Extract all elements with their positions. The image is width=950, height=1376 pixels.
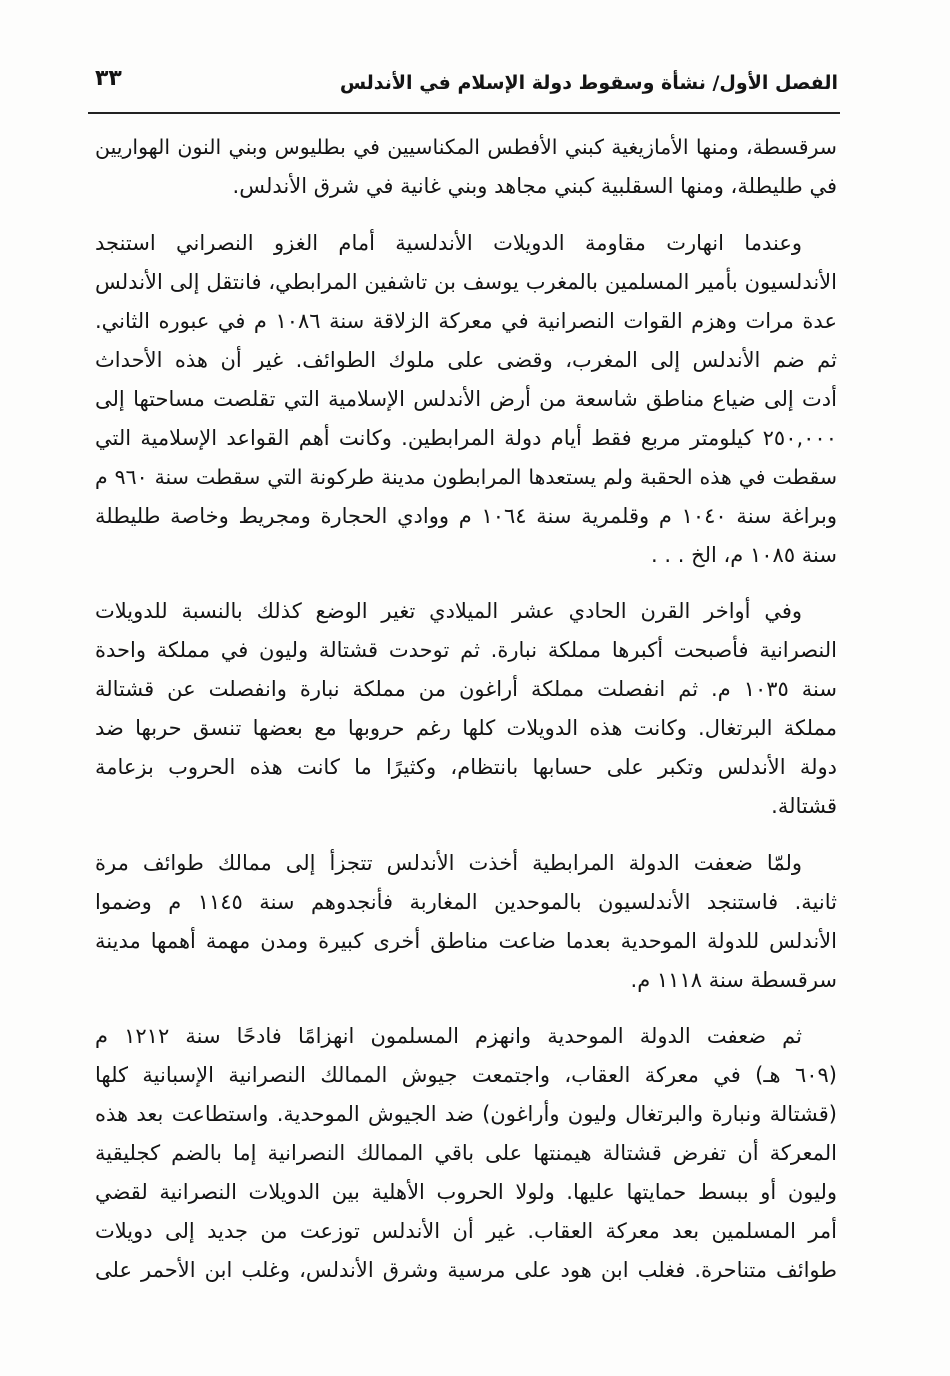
text-line: ولمّا ضعفت الدولة المرابطية أخذت الأندلس تتجزأ إلى ممالك طوائف مرة — [95, 850, 802, 875]
text-line: قشتالة. — [771, 794, 837, 818]
text-line: المعركة أن تفرض قشتالة هيمنتها على باقي الممالك النصرانية إما بالضم كجليقية — [95, 1141, 837, 1165]
text-line: (٦٠٩ هـ) في معركة العقاب، واجتمعت جيوش الممالك النصرانية الإسبانية كلها — [95, 1063, 837, 1087]
text-line: ثم ضعفت الدولة الموحدية وانهزم المسلمون انهزامًا فادحًا سنة ١٢١٢ م — [95, 1024, 802, 1048]
paragraph-2 — [95, 224, 837, 575]
text-line: الأندلس للدولة الموحدية بعدما ضاعت مناطق أخرى كبيرة ومدن مهمة أهمها مدينة — [95, 928, 837, 953]
page-number: ٣٣ — [95, 66, 122, 91]
text-line: (قشتالة ونبارة والبرتغال وليون وأراغون) ضد الجيوش الموحدية. واستطاعت بعد هذه — [95, 1102, 837, 1126]
text-line: ثم ضم الأندلس إلى المغرب، وقضى على ملوك الطوائف. غير أن هذه الأحداث — [95, 347, 837, 372]
text-line: أدت إلى ضياع مناطق شاسعة من أرض الأندلس الإسلامية التي تقلصت مساحتها إلى — [95, 386, 837, 411]
text-line: سنة ١٠٣٥ م. ثم انفصلت مملكة أراغون من مملكة نبارة وانفصلت عن قشتالة — [95, 677, 837, 701]
text-line: النصرانية فأصبحت أكبرها مملكة نبارة. ثم توحدت قشتالة وليون في مملكة واحدة — [95, 638, 837, 662]
paragraph-5 — [95, 1017, 837, 1290]
paragraph-1 — [95, 128, 837, 206]
text-line: وفي أواخر القرن الحادي عشر الميلادي تغير الوضع كذلك بالنسبة للدويلات — [95, 599, 802, 623]
body-text — [95, 128, 837, 1308]
text-line: عدة مرات وهزم القوات النصرانية في معركة الزلاقة سنة ١٠٨٦ م في عبوره الثاني. — [95, 308, 837, 333]
text-line: سنة ١٠٨٥ م، الخ . . . — [651, 542, 837, 567]
text-line: وعندما انهارت مقاومة الدويلات الأندلسية أمام الغزو النصراني استنجد — [95, 230, 802, 255]
text-line: وليون أو ببسط حمايتها عليها. ولولا الحروب الأهلية بين الدويلات النصرانية لقضي — [95, 1180, 837, 1204]
text-line: أمر المسلمين بعد معركة العقاب. غير أن الأندلس توزعت من جديد إلى دويلات — [95, 1219, 837, 1243]
text-line: طوائف متناحرة. فغلب ابن هود على مرسية وشرق الأندلس، وغلب ابن الأحمر على — [95, 1258, 837, 1282]
text-line: الأندلسيون بأمير المسلمين بالمغرب يوسف بن تاشفين المرابطي، فانتقل إلى الأندلس — [95, 269, 837, 294]
text-line: وبراغة سنة ١٠٤٠ م وقلمرية سنة ١٠٦٤ م ووادي الحجارة ومجريط وخاصة طليطلة — [95, 503, 837, 528]
header-rule — [88, 112, 840, 114]
paragraph-3 — [95, 592, 837, 826]
text-line: دولة الأندلس وتكبر على حسابها بانتظام، وكثيرًا ما كانت هذه الحروب بزعامة — [95, 755, 837, 779]
text-line: ٢٥٠,٠٠٠ كيلومتر مربع فقط أيام دولة المرابطين. وكانت أهم القواعد الإسلامية التي — [95, 425, 837, 450]
text-line: سرقسطة، ومنها الأمازيغية كبني الأفطس المكناسيين في بطليوس وبني النون الهواريين — [95, 135, 837, 159]
text-line: سقطت في هذه الحقبة ولم يستعدها المرابطون مدينة طركونة التي سقطت سنة ٩٦٠ م — [95, 464, 837, 489]
text-line: في طليطلة، ومنها السقلبية كبني مجاهد وبني غانية في شرق الأندلس. — [232, 174, 837, 198]
text-line: مملكة البرتغال. وكانت هذه الدويلات كلها رغم حروبها مع بعضها تنسق حربها ضد — [95, 716, 837, 740]
text-line: ثانية. فاستنجد الأندلسيون بالموحدين المغاربة فأنجدوهم سنة ١١٤٥ م وضموا — [95, 889, 837, 914]
paragraph-4 — [95, 844, 837, 1000]
chapter-title: الفصل الأول/ نشأة وسقوط دولة الإسلام في الأندلس — [339, 72, 838, 94]
text-line: سرقسطة سنة ١١١٨ م. — [630, 967, 837, 992]
